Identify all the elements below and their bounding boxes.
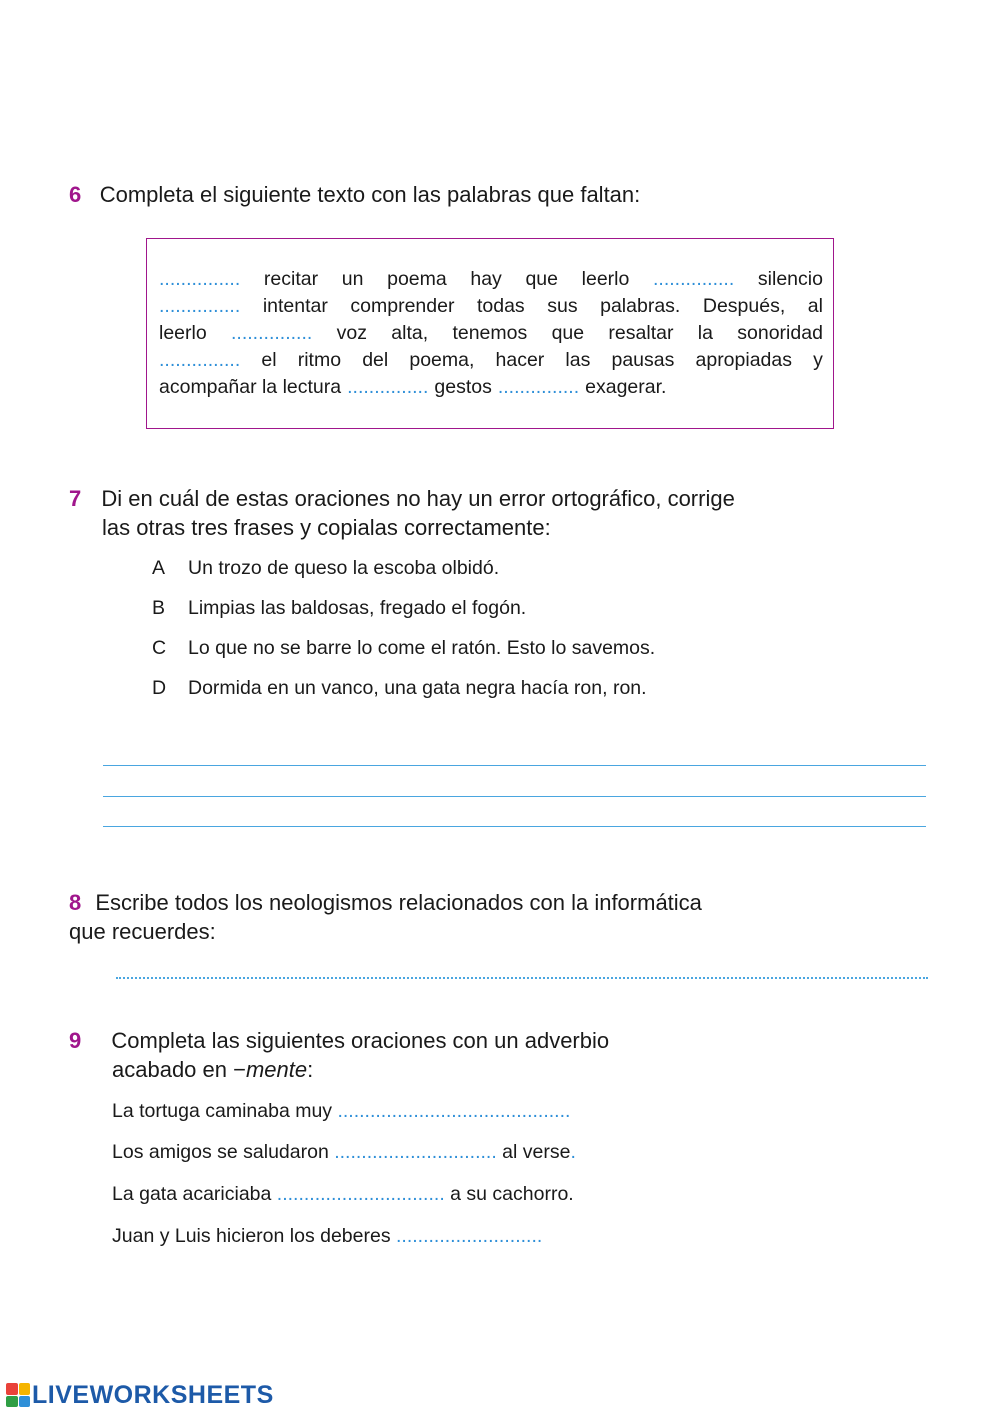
sentence-1 (112, 1097, 570, 1125)
sentence-4 (112, 1222, 542, 1250)
word: las (565, 349, 591, 371)
answer-line[interactable] (103, 826, 926, 827)
sentence-text: Los amigos se saludaron (112, 1141, 335, 1163)
word: el (261, 349, 277, 371)
question-7 (69, 484, 735, 513)
sentence-period: . (570, 1141, 576, 1163)
prompt-suffix: mente (245, 1057, 308, 1082)
answer-line[interactable] (103, 765, 926, 766)
blank-field[interactable]: ............... (347, 376, 429, 398)
blank-field[interactable]: ............................... (276, 1183, 445, 1205)
question-prompt-line-1: Di en cuál de estas oraciones no hay un error ortográfico, corrige (101, 486, 735, 511)
prompt-text: acabado en (112, 1057, 234, 1082)
blank-field[interactable]: ............... (159, 295, 241, 317)
question-6 (69, 180, 640, 209)
sentence-text: a su cachorro. (444, 1183, 574, 1205)
word: sonoridad (737, 322, 823, 344)
sentence-text: La gata acariciaba (112, 1183, 277, 1205)
word: palabras. (600, 295, 681, 317)
blank-field[interactable]: ............... (497, 376, 580, 398)
blank-field[interactable]: ............... (652, 268, 735, 290)
sentence-text: al verse (496, 1141, 571, 1163)
word: leerlo (581, 268, 630, 290)
option-letter: D (152, 677, 167, 699)
word: pausas (611, 349, 675, 371)
word: tenemos (452, 322, 528, 344)
question-number: 8 (69, 890, 82, 915)
question-7-prompt-line-2: las otras tres frases y copialas correctamente: (102, 515, 551, 540)
text-line-3 (159, 320, 823, 347)
blank-field[interactable]: ........................... (396, 1225, 543, 1247)
logo-text: LIVEWORKSHEETS (32, 1380, 274, 1409)
blank-field[interactable]: ........................................... (337, 1100, 571, 1122)
word: recitar (263, 268, 319, 290)
word: al (807, 295, 823, 317)
word: gestos (434, 376, 492, 398)
option-d (152, 674, 647, 702)
blank-field[interactable]: ............... (159, 349, 241, 371)
text-line-5 (159, 374, 823, 401)
prompt-dash: − (233, 1057, 246, 1082)
word: voz (336, 322, 367, 344)
blank-field[interactable]: ............... (231, 322, 313, 344)
word: que (551, 322, 585, 344)
word: leerlo (159, 322, 207, 344)
text-line-2 (159, 293, 823, 320)
liveworksheets-logo (6, 1381, 274, 1409)
question-number: 6 (69, 182, 82, 207)
word: alta, (391, 322, 429, 344)
word: del (362, 349, 389, 371)
word: poema (387, 268, 447, 290)
option-c (152, 634, 655, 662)
sentence-3 (112, 1180, 574, 1208)
question-8-prompt-line-2: que recuerdes: (69, 919, 216, 944)
word: hacer (495, 349, 545, 371)
option-letter: A (152, 557, 166, 579)
sentence-text: Juan y Luis hicieron los deberes (112, 1225, 396, 1247)
question-prompt: Completa el siguiente texto con las palabras que faltan: (99, 182, 641, 207)
word: poema, (409, 349, 475, 371)
sentence-text: La tortuga caminaba muy (112, 1100, 338, 1122)
answer-dotted-line[interactable] (116, 977, 928, 979)
text-line-4 (159, 347, 823, 374)
word: exagerar. (585, 376, 667, 398)
word: silencio (757, 268, 823, 290)
option-b (152, 594, 526, 622)
word: todas (476, 295, 525, 317)
word: un (341, 268, 364, 290)
answer-line[interactable] (103, 796, 926, 797)
option-a (152, 554, 499, 582)
sentence-2 (112, 1138, 576, 1166)
word: Después, (702, 295, 786, 317)
logo-blocks-icon (6, 1383, 30, 1407)
word: y (813, 349, 823, 371)
word: acompañar la lectura (159, 376, 342, 398)
question-number: 7 (69, 486, 82, 511)
option-text: Dormida en un vanco, una gata negra hacía ron, ron. (188, 677, 647, 699)
option-text: Lo que no se barre lo come el ratón. Esto lo savemos. (188, 637, 656, 659)
option-letter: B (152, 597, 166, 619)
blank-field[interactable]: .............................. (334, 1141, 497, 1163)
word: sus (547, 295, 578, 317)
question-prompt-line-1: Escribe todos los neologismos relacionados con la informática (95, 890, 702, 915)
question-number: 9 (69, 1028, 82, 1053)
question-8 (69, 888, 702, 917)
question-9 (69, 1026, 609, 1055)
word: ritmo (297, 349, 342, 371)
question-prompt-line-1: Completa las siguientes oraciones con un adverbio (111, 1028, 610, 1053)
prompt-colon: : (307, 1057, 314, 1082)
blank-field[interactable]: ............... (159, 268, 241, 290)
word: apropiadas (695, 349, 792, 371)
word: que (525, 268, 558, 290)
word: resaltar (608, 322, 674, 344)
word: hay (470, 268, 502, 290)
word: comprender (350, 295, 455, 317)
option-text: Limpias las baldosas, fregado el fogón. (188, 597, 527, 619)
text-line-1 (159, 266, 823, 293)
option-letter: C (152, 637, 167, 659)
word: intentar (262, 295, 328, 317)
option-text: Un trozo de queso la escoba olbidó. (188, 557, 500, 579)
word: la (697, 322, 713, 344)
question-9-prompt-line-2 (112, 1055, 313, 1084)
